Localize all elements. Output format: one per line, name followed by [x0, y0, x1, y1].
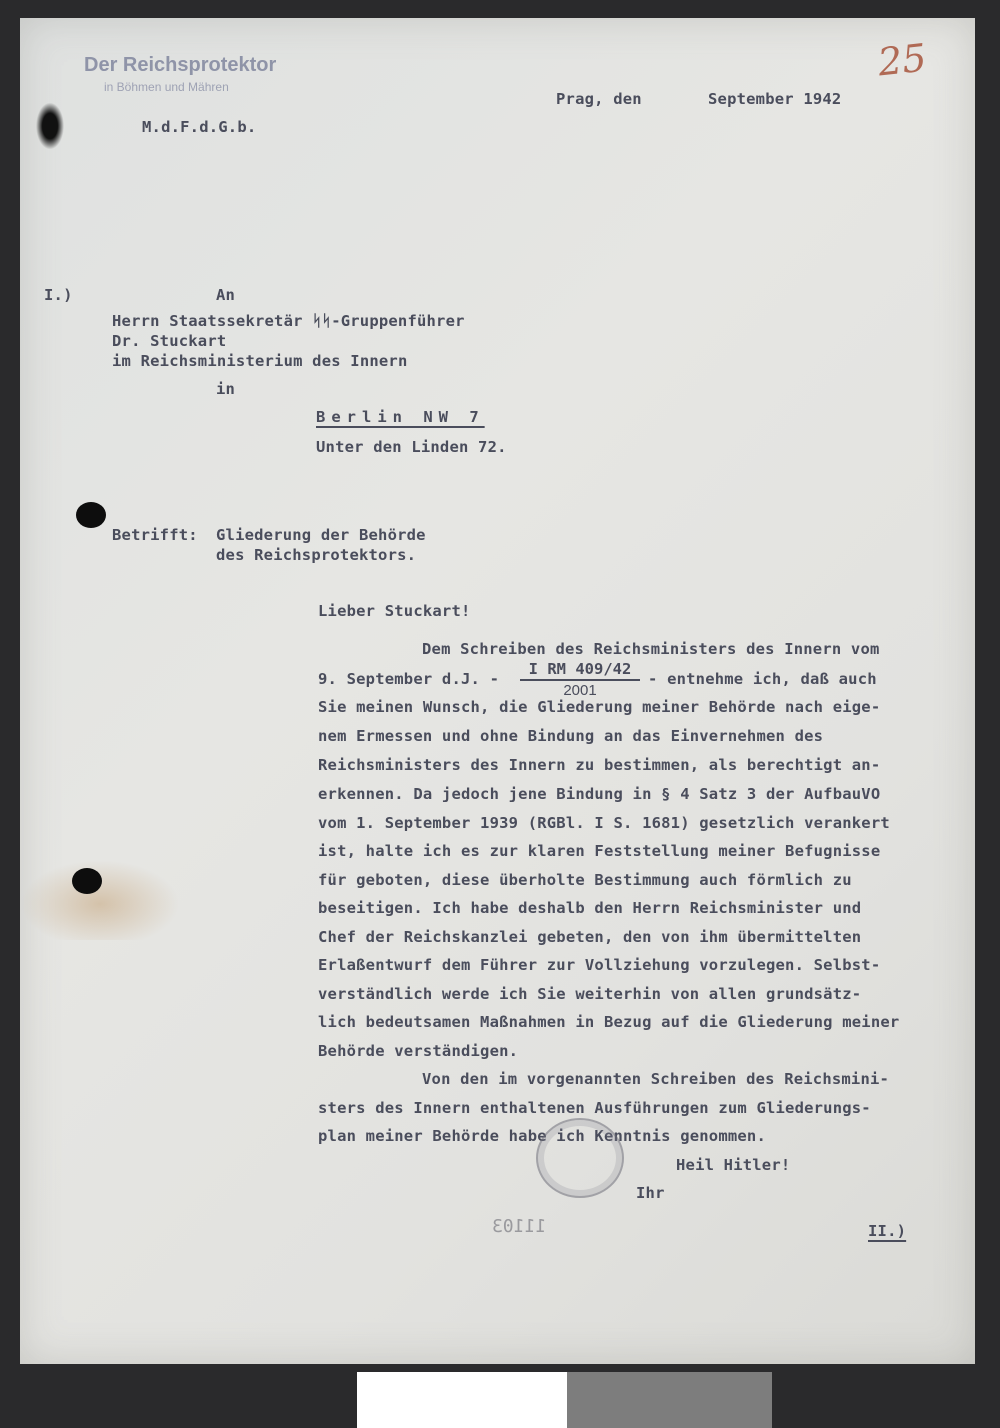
address-city: Berlin NW 7: [316, 408, 485, 426]
body-line: ist, halte ich es zur klaren Feststellung meiner Befugnisse: [318, 842, 881, 860]
body-line: Reichsministers des Innern zu bestimmen, als berechtigt an-: [318, 756, 881, 774]
body-line: verständlich werde ich Sie weiterhin von allen grundsätz-: [318, 985, 862, 1003]
subject-line2: des Reichsprotektors.: [216, 546, 417, 564]
subject-line1: Gliederung der Behörde: [216, 526, 426, 544]
document-page: [20, 18, 975, 1364]
recipient-title: Herrn Staatssekretär: [112, 312, 303, 330]
address-street: Unter den Linden 72.: [316, 438, 507, 456]
body-line: für geboten, diese überholte Bestimmung auch förmlich zu: [318, 871, 852, 889]
body-line: lich bedeutsamen Maßnahmen in Bezug auf die Gliederung meiner: [318, 1013, 900, 1031]
subject-label: Betrifft:: [112, 526, 198, 544]
body-line: Erlaßentwurf dem Führer zur Vollziehung vorzulegen. Selbst-: [318, 956, 881, 974]
body-line: vom 1. September 1939 (RGBl. I S. 1681) gesetzlich verankert: [318, 814, 890, 832]
address-line1: [112, 312, 465, 330]
body-line: plan meiner Behörde habe ich Kenntnis genommen.: [318, 1127, 766, 1145]
address-marker: I.): [44, 286, 73, 304]
file-reference: [520, 660, 640, 699]
closing-yours: Ihr: [636, 1184, 665, 1202]
clip-mark: [32, 96, 68, 156]
folio-number: 25: [875, 35, 929, 85]
address-line2: Dr. Stuckart: [112, 332, 227, 350]
next-section-marker: II.): [868, 1222, 907, 1240]
letterhead-region: in Böhmen und Mähren: [104, 80, 229, 94]
punch-hole-top: [76, 502, 106, 528]
body-line: Behörde verständigen.: [318, 1042, 519, 1060]
letterhead-authority: Der Reichsprotektor: [84, 54, 277, 76]
closing-greeting: Heil Hitler!: [676, 1156, 791, 1174]
body-line: Chef der Reichskanzlei gebeten, den von ihm übermittelten: [318, 928, 862, 946]
letterhead-reference: M.d.F.d.G.b.: [142, 118, 257, 136]
address-in: in: [216, 380, 236, 398]
body-line: Von den im vorgenannten Schreiben des Reichsmini-: [422, 1070, 890, 1088]
scan-calibration-white: [357, 1372, 567, 1428]
file-reference-number: I RM 409/42: [520, 660, 640, 681]
punch-hole-bottom: [72, 868, 102, 894]
archive-seal: [536, 1118, 624, 1198]
body-line: 9. September d.J. -: [318, 670, 500, 688]
registry-number: 11103: [492, 1216, 547, 1237]
dateline-date: September 1942: [708, 90, 842, 108]
body-line: Sie meinen Wunsch, die Gliederung meiner Behörde nach eige-: [318, 698, 881, 716]
ss-rune: ᛋᛋ: [312, 312, 332, 330]
body-line: beseitigen. Ich habe deshalb den Herrn Reichsminister und: [318, 899, 862, 917]
body-line: erkennen. Da jedoch jene Bindung in § 4 Satz 3 der AufbauVO: [318, 785, 881, 803]
file-reference-sub: 2001: [563, 682, 597, 699]
salutation: Lieber Stuckart!: [318, 602, 471, 620]
address-line3: im Reichsministerium des Innern: [112, 352, 408, 370]
body-line: nem Ermessen und ohne Bindung an das Einvernehmen des: [318, 727, 824, 745]
burn-stain: [20, 860, 180, 940]
scan-calibration-grey: [567, 1372, 772, 1428]
dateline-place: Prag, den: [556, 90, 642, 108]
body-line: - entnehme ich, daß auch: [648, 670, 877, 688]
address-an: An: [216, 286, 236, 304]
body-line: sters des Innern enthaltenen Ausführungen zum Gliederungs-: [318, 1099, 871, 1117]
recipient-rank: -Gruppenführer: [331, 312, 465, 330]
body-line: Dem Schreiben des Reichsministers des Innern vom: [422, 640, 880, 658]
